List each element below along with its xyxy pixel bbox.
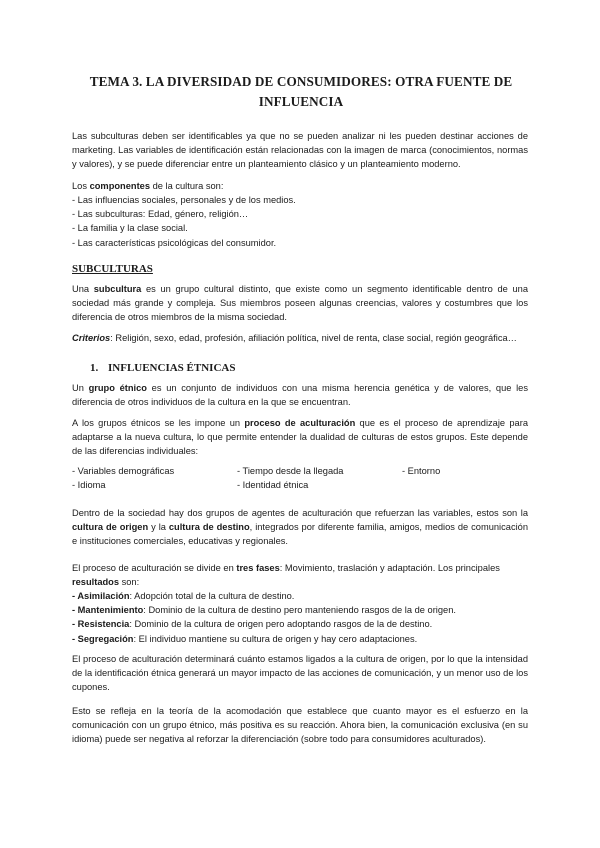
subculturas-heading: SUBCULTURAS [72,263,153,275]
influencias-etnicas-heading: 1. INFLUENCIAS ÉTNICAS [90,362,236,374]
resultados-list [72,589,528,646]
componentes-list [72,193,528,250]
variable-item: - Variables demográficas [72,466,175,476]
variable-item: - Idioma [72,480,106,490]
list-item: - Las influencias sociales, personales y de los medios. [72,195,296,205]
subcultura-definition: Una subcultura es un grupo cultural distinto, que existe como un segmento identificable dentro de una sociedad más grande y compleja. Sus miembros poseen algunas creencias, valores y costumbres que los diferencia de otros miembros de la misma sociedad. [72,284,529,323]
list-item: - Segregación: El individuo mantiene su cultura de origen y hay cero adaptaciones. [72,633,418,644]
list-item: - La familia y la clase social. [72,223,188,234]
grupo-etnico-paragraph: Un grupo étnico es un conjunto de individuos con una misma herencia genética y de valores, que les diferencia de otros individuos de la cultura en la que se encuentran. [72,383,528,408]
criterios-label: Criterios [72,333,111,343]
variable-item: - Tiempo desde la llegada [237,466,344,476]
criterios-line: Criterios: Religión, sexo, edad, profesión, afiliación política, nivel de renta, clase social, región geográfica… [72,333,517,343]
agentes-paragraph: Dentro de la sociedad hay dos grupos de agentes de aculturación que refuerzan las variables, estos son la cultura de origen y la cultura de destino, integrados por diferente familia, amigos, medios de comunicación e instituciones comerciales, educativas y regionales. [72,508,528,547]
variable-item: - Entorno [402,466,441,476]
componentes-term: componentes [89,181,151,191]
variable-item: - Identidad étnica [237,480,309,490]
fases-paragraph: El proceso de aculturación se divide en tres fases: Movimiento, traslación y adaptación. Los principales resultados son: [72,563,500,588]
list-item: - Mantenimiento: Dominio de la cultura de destino pero manteniendo rasgos de la de origen. [72,605,456,616]
list-item: - Las características psicológicas del consumidor. [72,237,277,248]
list-item: - Resistencia: Dominio de la cultura de origen pero adoptando rasgos de la de destino. [72,619,433,630]
variables-grid [72,464,528,494]
aculturacion-paragraph: A los grupos étnicos se les impone un proceso de aculturación que es el proceso de aprendizaje para adaptarse a la nueva cultura, lo que permite entender la dualidad de culturas de estos grupos. Este depende de las diferencias individuales: [72,418,528,457]
list-item: - Asimilación: Adopción total de la cultura de destino. [72,591,295,601]
componentes-line: Los componentes de la cultura son: [72,181,224,191]
intensidad-paragraph: El proceso de aculturación determinará cuánto estamos ligados a la cultura de origen, por lo que la intensidad de la identificación étnica generará un mayor impacto de las acciones de comunicación, y un menor uso de los cupones. [72,654,528,693]
page-title: TEMA 3. LA DIVERSIDAD DE CONSUMIDORES: OTRA FUENTE DE INFLUENCIA [89,74,513,109]
intro-paragraph: Las subculturas deben ser identificables ya que no se pueden analizar ni les pueden destinar acciones de marketing. Las variables de identificación están relacionadas con la imagen de marca (conocimientos, normas y valores), y se puede diferenciar entre un planteamiento clásico y un planteamiento moderno. [72,131,528,170]
list-item: - Las subculturas: Edad, género, religión… [72,209,249,220]
acomodacion-paragraph: Esto se refleja en la teoría de la acomodación que establece que cuanto mayor es el esfuerzo en la comunicación con un grupo étnico, más positiva es su reacción. Ahora bien, la comunicación exclusiva (en su idioma) puede ser negativa al reforzar la diferenciación (sobre todo para consumidores aculturados). [72,706,528,745]
